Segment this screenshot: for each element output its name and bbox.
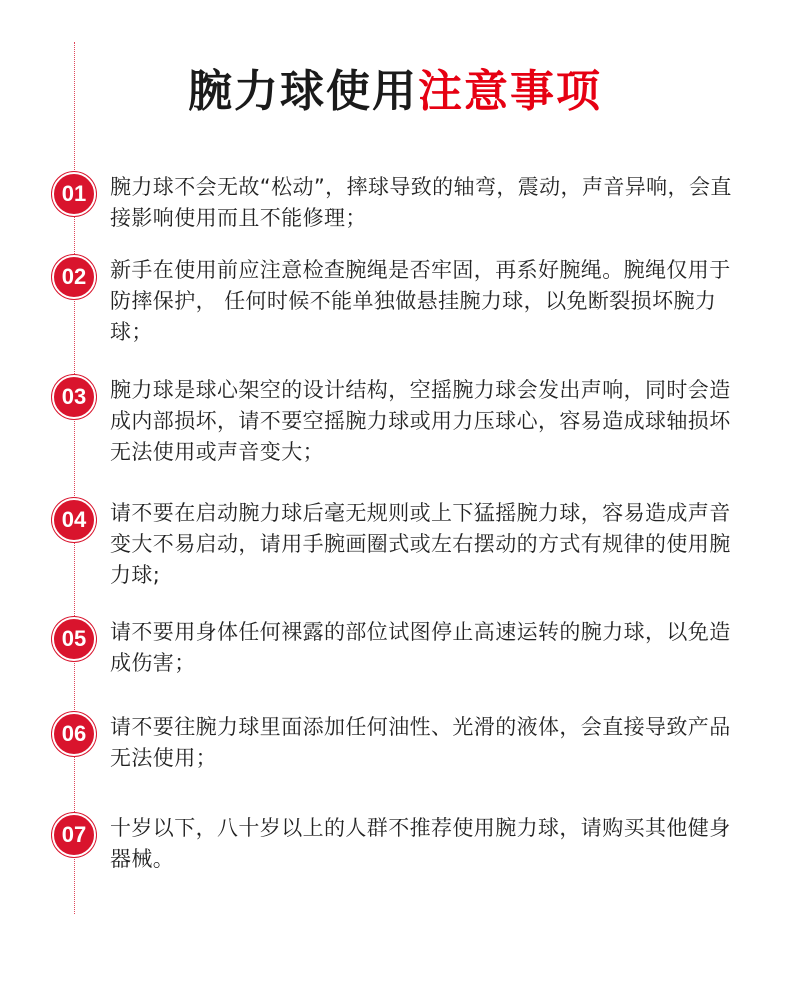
notice-text: 请不要在启动腕力球后毫无规则或上下猛摇腕力球，容易造成声音变大不易启动，请用手腕画圈式或左右摆动的方式有规律的使用腕力球; bbox=[110, 501, 731, 587]
title-part-red: 注意事项 bbox=[418, 66, 602, 117]
notice-text: 腕力球不会无故“松动”，摔球导致的轴弯，震动，声音异响，会直接影响使用而且不能修理； bbox=[110, 175, 732, 230]
number-badge: 06 bbox=[52, 712, 96, 756]
number-badge: 03 bbox=[52, 375, 96, 419]
notice-text: 请不要用身体任何裸露的部位试图停止高速运转的腕力球，以免造成伤害； bbox=[110, 620, 731, 675]
number-badge: 07 bbox=[52, 813, 96, 857]
number-badge: 05 bbox=[52, 617, 96, 661]
page-title bbox=[0, 62, 790, 122]
notice-text: 腕力球是球心架空的设计结构，空摇腕力球会发出声响，同时会造成内部损坏，请不要空摇腕力球或用力压球心，容易造成球轴损坏无法使用或声音变大； bbox=[110, 378, 731, 464]
notice-text: 请不要往腕力球里面添加任何油性、光滑的液体，会直接导致产品无法使用； bbox=[110, 715, 731, 770]
notice-text: 新手在使用前应注意检查腕绳是否牢固，再系好腕绳。腕绳仅用于防摔保护， 任何时候不能单独做悬挂腕力球，以免断裂损坏腕力球； bbox=[110, 258, 731, 344]
notice-text: 十岁以下，八十岁以上的人群不推荐使用腕力球，请购买其他健身器械。 bbox=[110, 816, 731, 871]
title-part-black: 腕力球使用 bbox=[188, 66, 418, 117]
number-badge: 04 bbox=[52, 498, 96, 542]
number-badge: 02 bbox=[52, 255, 96, 299]
number-badge: 01 bbox=[52, 172, 96, 216]
